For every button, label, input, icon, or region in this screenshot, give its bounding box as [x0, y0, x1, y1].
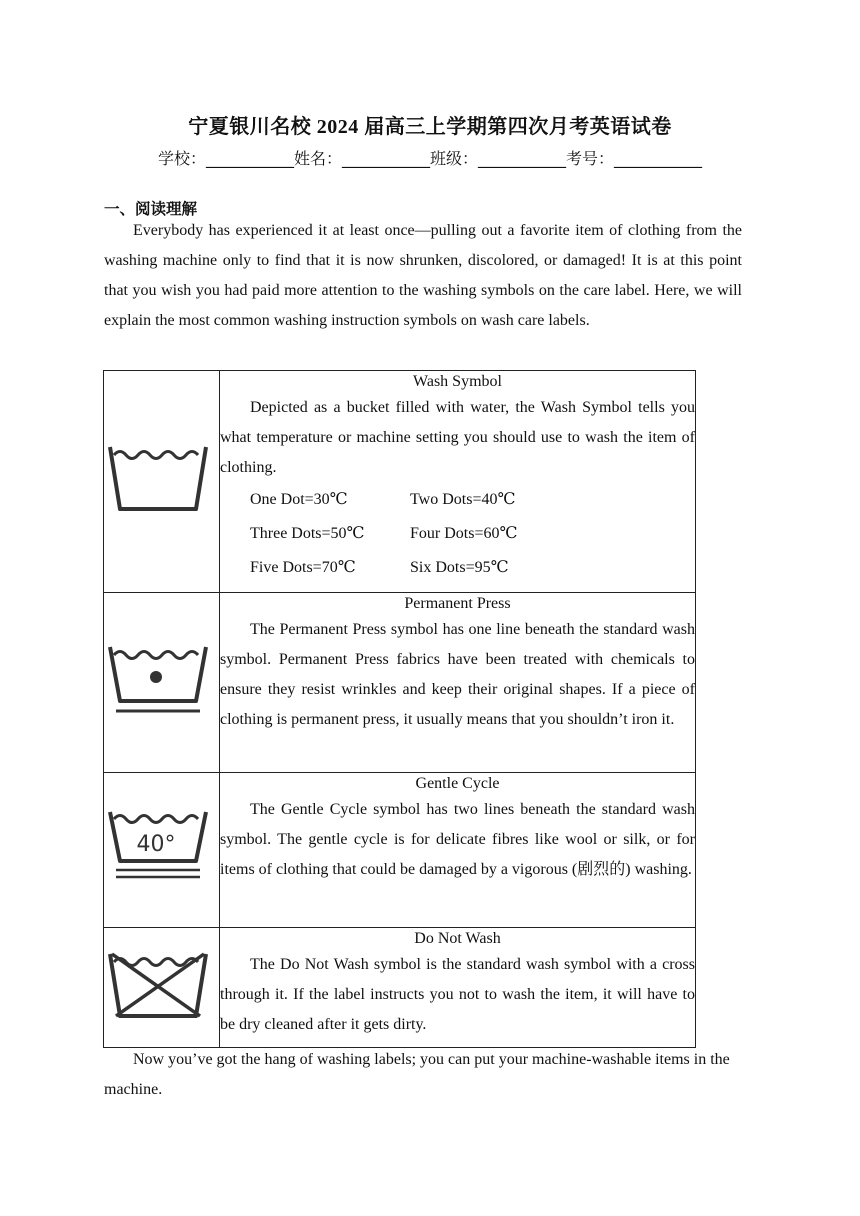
text-cell: [220, 773, 696, 928]
gentle-cycle-temperature: 40°: [136, 832, 176, 857]
closing-paragraph: Now you’ve got the hang of washing labels; you can put your machine-washable items in the machine.: [104, 1051, 730, 1098]
temperature-entry: Three Dots=50℃: [250, 525, 365, 542]
row-title: Gentle Cycle: [415, 775, 500, 792]
wash-tub-icon: [106, 443, 210, 513]
icon-cell: [104, 773, 220, 928]
gentle-cycle-icon: [106, 809, 210, 881]
temperature-entry: Four Dots=60℃: [410, 525, 518, 542]
washing-symbols-table: [103, 370, 696, 1048]
page-title: 宁夏银川名校 2024 届高三上学期第四次月考英语试卷: [188, 116, 672, 138]
table-row: [104, 773, 696, 928]
text-cell: [220, 928, 696, 1048]
row-body: The Permanent Press symbol has one line beneath the standard wash symbol. Permanent Press fabrics have been treated with chemicals to ensure they resist wrinkles and keep their original shapes. If a piece of clothing is permanent press, it usually means that you shouldn’t iron it.: [220, 621, 695, 728]
text-cell: [220, 593, 696, 773]
temperature-entry: Six Dots=95℃: [410, 559, 509, 576]
icon-cell: [104, 371, 220, 593]
temperature-entry: Five Dots=70℃: [250, 559, 356, 576]
list-item: [250, 483, 695, 517]
row-title: Wash Symbol: [413, 373, 502, 390]
table-row: [104, 371, 696, 593]
row-body: The Do Not Wash symbol is the standard wash symbol with a cross through it. If the label instructs you not to wash the item, it will have to be dry cleaned after it gets dirty.: [220, 956, 695, 1033]
icon-cell: [104, 593, 220, 773]
row-body: Depicted as a bucket filled with water, the Wash Symbol tells you what temperature or machine setting you should use to wash the item of clothing.: [220, 399, 695, 476]
student-info-line: 学校：___________姓名：___________班级：___________考号：___________: [157, 149, 702, 168]
text-cell: [220, 371, 696, 593]
row-title: Permanent Press: [404, 595, 511, 612]
list-item: [250, 551, 695, 585]
section-heading: 一、阅读理解: [104, 200, 198, 218]
row-body: The Gentle Cycle symbol has two lines beneath the standard wash symbol. The gentle cycle is for delicate fibres like wool or silk, or for items of clothing that could be damaged by a vigorous (剧烈的) washing.: [220, 801, 695, 878]
icon-cell: [104, 928, 220, 1048]
table-row: [104, 928, 696, 1048]
temperature-list: [220, 483, 695, 589]
temperature-entry: Two Dots=40℃: [410, 491, 516, 508]
table-row: [104, 593, 696, 773]
list-item: [250, 517, 695, 551]
permanent-press-icon: [106, 643, 210, 715]
row-title: Do Not Wash: [414, 930, 501, 947]
temperature-entry: One Dot=30℃: [250, 491, 348, 508]
intro-paragraph: Everybody has experienced it at least once—pulling out a favorite item of clothing from the washing machine only to find that it is now shrunken, discolored, or damaged! It is at this point that you wish you had paid more attention to the washing symbols on the care label. Here, we will explain the most common washing instruction symbols on wash care labels.: [104, 222, 742, 329]
do-not-wash-icon: [106, 950, 210, 1020]
